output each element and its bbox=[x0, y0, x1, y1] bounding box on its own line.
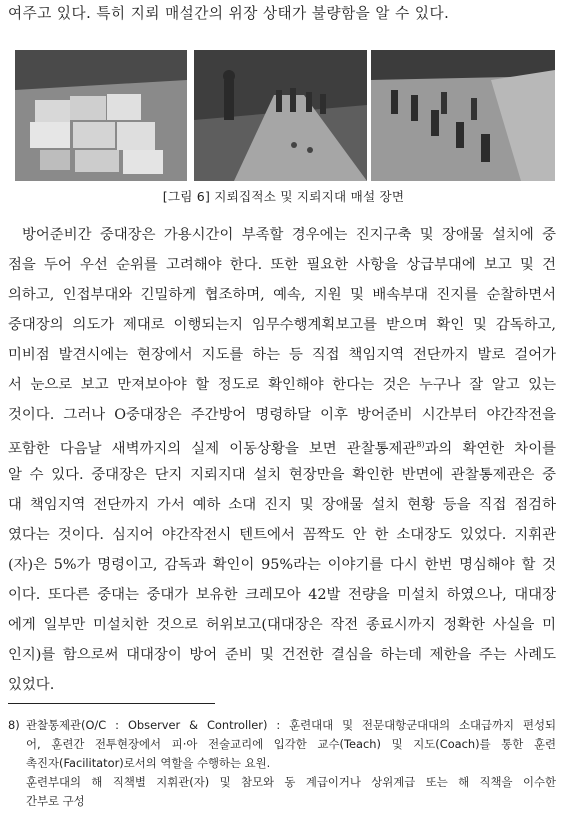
body-line-part: 과의 확연한 차이를 bbox=[424, 441, 556, 457]
body-line: 알 수 있다. 중대장은 단지 지뢰지대 설치 현장만을 확인한 반면에 관찰통제관은 중 bbox=[8, 467, 556, 483]
footnote-line: 어, 훈련간 전투현장에서 피·아 전술교리에 입각한 교수(Teach) 및 지도(Coach)를 통한 훈련 bbox=[26, 737, 556, 751]
body-line: 이다. 또다른 중대는 중대가 보유한 크레모아 42발 전량을 미설치 하였으나, 대대장 bbox=[8, 587, 556, 603]
figure-photos bbox=[15, 50, 553, 181]
figure-caption: [그림 6] 지뢰집적소 및 지뢰지대 매설 장면 bbox=[162, 189, 405, 204]
body-line: 있었다. bbox=[8, 677, 55, 693]
body-line: 인지)를 함으로써 대대장이 방어 준비 및 건전한 결심을 하는데 제한을 주는 사례도 bbox=[8, 647, 556, 663]
body-line: 에게 일부만 미설치한 것으로 허위보고(대대장은 작전 종료시까지 정확한 사실을 미 bbox=[8, 617, 556, 633]
body-line: 방어준비간 중대장은 가용시간이 부족할 경우에는 진지구축 및 장애물 설치에 중 bbox=[22, 227, 556, 243]
body-line: 미비점 발견시에는 현장에서 지도를 하는 등 직접 책임지역 전단까지 발로 걸어가 bbox=[8, 347, 556, 363]
body-line-part: 포함한 다음날 새벽까지의 실제 이동상황을 보면 관찰통제관 bbox=[8, 441, 417, 457]
body-line: 서 눈으로 보고 만져보아야 할 정도로 확인해야 한다는 것은 누구나 잘 알고 있는 bbox=[8, 377, 556, 393]
photo-mine-stockpile bbox=[15, 50, 187, 181]
photo-minefield-laying bbox=[371, 50, 555, 181]
body-line: 것이다. 그러나 O중대장은 주간방어 명령하달 이후 방어준비 시간부터 야간작전을 bbox=[8, 407, 556, 423]
footnote bbox=[8, 716, 556, 811]
footnote-line: 간부로 구성 bbox=[26, 794, 85, 808]
body-line: 였다는 것이다. 심지어 야간작전시 텐트에서 꼼짝도 안 한 소대장도 있었다. 지휘관 bbox=[8, 527, 556, 543]
top-text-line: 여주고 있다. 특히 지뢰 매설간의 위장 상태가 불량함을 알 수 있다. bbox=[8, 5, 450, 22]
body-line: 중대장의 의도가 제대로 이행되는지 임무수행계획보고를 받으며 확인 및 감독하고, bbox=[8, 317, 556, 333]
body-line: (자)은 5%가 명령이고, 감독과 확인이 95%라는 이야기를 다시 한번 명심해야 할 것 bbox=[8, 557, 556, 573]
footnote-line: 훈련부대의 해 직책별 지휘관(자) 및 참모와 동 계급이거나 상위계급 또는 해 직책을 이수한 bbox=[26, 775, 556, 789]
body-line: 대 책임지역 전단까지 가서 예하 소대 진지 및 장애물 설치 현황 등을 직접 점검하 bbox=[8, 497, 556, 513]
footnote-divider bbox=[8, 703, 215, 704]
footnote-line: 관찰통제관(O/C : Observer & Controller) : 훈련대대 및 전문대항군대대의 소대급까지 편성되 bbox=[26, 718, 556, 732]
body-line-with-footnote bbox=[8, 430, 556, 460]
body-line: 점을 두어 우선 순위를 고려해야 한다. 또한 필요한 사항을 상급부대에 보고 및 건 bbox=[8, 257, 556, 273]
body-line: 의하고, 인접부대와 긴밀하게 협조하며, 예속, 지원 및 배속부대 진지를 순찰하면서 bbox=[8, 287, 556, 303]
footnote-number: 8) bbox=[8, 718, 20, 732]
photo-soldiers-road bbox=[194, 50, 367, 181]
footnote-marker: 8) bbox=[416, 440, 425, 449]
body-paragraph bbox=[8, 220, 556, 700]
footnote-line: 촉진자(Facilitator)로서의 역할을 수행하는 요원. bbox=[26, 756, 271, 770]
